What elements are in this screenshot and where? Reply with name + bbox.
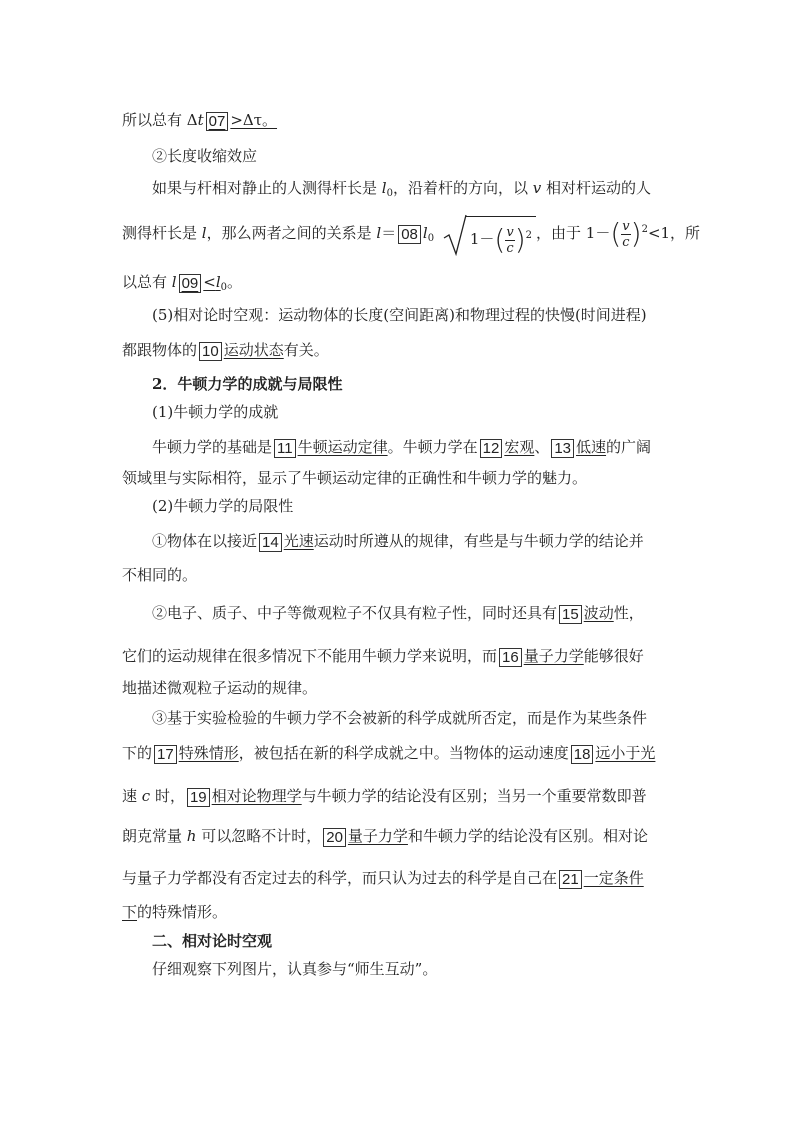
blank-number: 20 — [323, 828, 346, 847]
text-line: 速 c 时， 19 相对论物理学与牛顿力学的结论没有区别；当另一个重要常数即普 — [122, 787, 647, 806]
fraction-v-over-c: $\frac{v}{c}$ — [622, 218, 630, 250]
blank-number: 18 — [571, 745, 594, 764]
radical-sign-icon — [442, 214, 468, 256]
text-line: 领域里与实际相符，显示了牛顿运动定律的正确性和牛顿力学的魅力。 — [122, 469, 588, 487]
blank-number: 16 — [499, 648, 522, 667]
text-line: 地描述微观粒子运动的规律。 — [122, 679, 318, 697]
blank-number: 17 — [154, 745, 177, 764]
text-line: 不相同的。 — [122, 566, 198, 584]
text-line: ①物体在以接近 14 光速运动时所遵从的规律，有些是与牛顿力学的结论并 — [152, 532, 644, 551]
section-heading: 二、相对论时空观 — [152, 932, 273, 950]
blank-number: 10 — [199, 342, 222, 361]
blank-number: 13 — [551, 439, 574, 458]
text-line: ②电子、质子、中子等微观粒子不仅具有粒子性，同时还具有 15 波动性， — [152, 604, 644, 623]
blank-number: 19 — [187, 788, 210, 807]
text-line: 仔细观察下列图片，认真参与“师生互动”。 — [152, 960, 438, 978]
text-line: (5)相对论时空观：运动物体的长度(空间距离)和物理过程的快慢(时间进程) — [152, 306, 647, 324]
blank-number: 07 — [206, 112, 229, 131]
text-line: 以总有 l $09 <l_0$。 — [122, 273, 243, 293]
text-line: 所以总有 Δt 07 >Δτ。 — [122, 111, 278, 130]
text-line: 下的特殊情形。 — [122, 903, 228, 921]
blank-number: 14 — [259, 533, 282, 552]
blank-number: 21 — [559, 870, 582, 889]
subheading: (2)牛顿力学的局限性 — [152, 497, 294, 515]
text-line: 与量子力学都没有否定过去的科学，而只认为过去的科学是自己在 21 一定条件 — [122, 869, 644, 888]
formula-line: 测得杆长是 l，那么两者之间的关系是 l＝ 08 $l_0$ 1－( $\frac{v}{c}$ )$^2$ ，由于 1－( $\frac{v}{c}$ )$^2$<1，所 — [122, 208, 700, 252]
blank-number: 11 — [274, 439, 296, 458]
blank-number: 08 — [398, 225, 421, 244]
text-line: 朗克常量 h 可以忽略不计时， 20 量子力学和牛顿力学的结论没有区别。相对论 — [122, 827, 648, 846]
text-line: 牛顿力学的基础是 11 牛顿运动定律。牛顿力学在 12 宏观、 13 低速的广阔 — [152, 438, 652, 457]
text-line: 都跟物体的 10 运动状态有关。 — [122, 341, 329, 360]
blank-number: 12 — [480, 439, 503, 458]
blank-number: 15 — [559, 605, 582, 624]
fraction-v-over-c: $\frac{v}{c}$ — [506, 224, 514, 256]
text-line: 如果与杆相对静止的人测得杆长是 $l_0$，沿着杆的方向，以 v 相对杆运动的人 — [152, 179, 652, 199]
subheading: ②长度收缩效应 — [152, 147, 258, 165]
blank-number: 09 — [179, 274, 202, 293]
text-line: 下的 17 特殊情形，被包括在新的科学成就之中。当物体的运动速度 18 远小于光 — [122, 744, 656, 763]
subheading: (1)牛顿力学的成就 — [152, 403, 279, 421]
text-line: ③基于实验检验的牛顿力学不会被新的科学成就所否定，而是作为某些条件 — [152, 709, 648, 727]
square-root: 1－( $\frac{v}{c}$ )$^2$ — [442, 214, 536, 254]
section-heading: 2．牛顿力学的成就与局限性 — [152, 375, 343, 393]
text-line: 它们的运动规律在很多情况下不能用牛顿力学来说明，而 16 量子力学能够很好 — [122, 647, 644, 666]
